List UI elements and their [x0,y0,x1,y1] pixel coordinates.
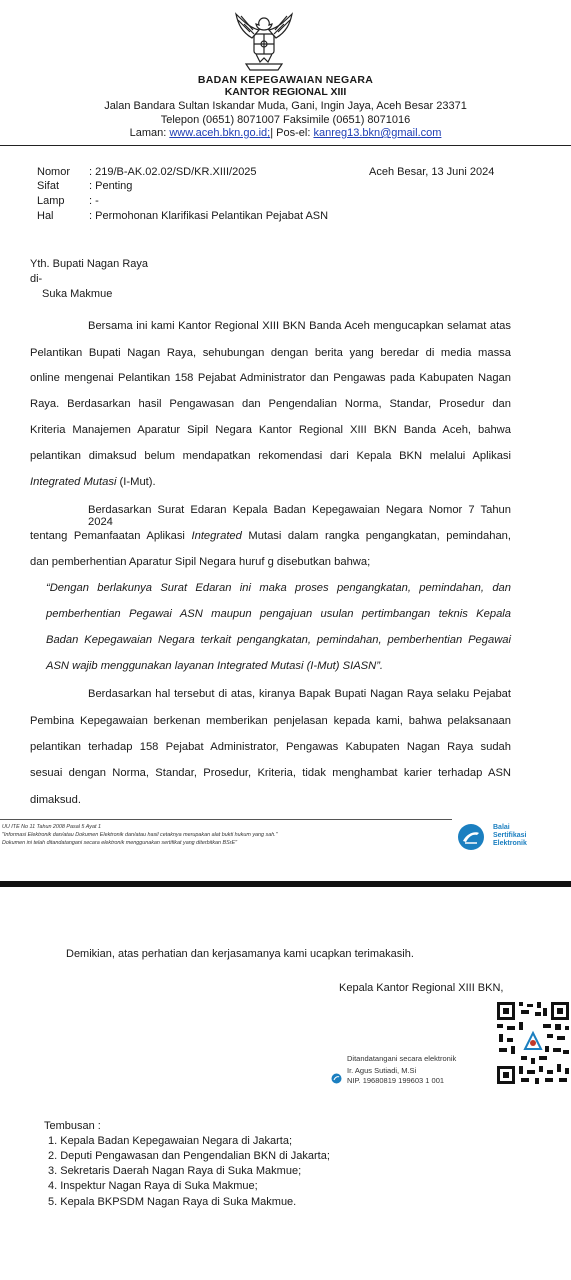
body-line: Bersama ini kami Kantor Regional XIII BKN Banda Aceh mengucapkan selamat atas [88,320,511,332]
letterhead-phone: Telepon (0651) 8071007 Faksimile (0651) 8071016 [160,114,411,126]
recipient-di: di- [30,273,43,285]
sifat-label: Sifat [37,180,60,192]
body-line: pelantikan dimaksud belum mendapatkan rekomendasi dari Kepala BKN melalui Aplikasi [30,450,511,462]
body-line: dan pemberhentian Aparatur Sipil Negara huruf g disebutkan bahwa; [30,556,371,568]
footer-signed-note: Dokumen ini telah ditandatangani secara elektronik menggunakan sertifikat yang diterbitkan BSrE" [2,840,238,846]
recipient-place: Suka Makmue [42,288,113,300]
signer-nip: NIP. 19680819 199603 1 001 [347,1076,445,1085]
letterhead-rule [0,145,571,146]
footer-law-quote: "Informasi Elektronik dan/atau Dokumen Elektronik dan/atau hasil cetaknya merupakan alat bukti hukum yang sah." [2,832,278,838]
sifat-value: : Penting [89,180,133,192]
letterhead-office: KANTOR REGIONAL XIII [224,86,347,98]
nomor-value: : 219/B-AK.02.02/SD/KR.XIII/2025 [89,166,257,178]
footer-law: UU ITE No 11 Tahun 2008 Pasal 5 Ayat 1 [2,824,101,830]
body-line: Kriteria Manajemen Aparatur Sipil Negara Kantor Regional XIII BKN Banda Aceh, bahwa [30,424,511,436]
body-line: Pelantikan Bupati Nagan Raya, sehubungan dengan berita yang beredar di media massa [30,347,511,359]
body-line: pelantikan terhadap 158 Pejabat Administrator, Pengawas Kabupaten Nagan Raya sudah [30,741,511,753]
cc-item: 2. Deputi Pengawasan dan Pengendalian BKN di Jakarta; [48,1150,330,1162]
cc-item: 4. Inspektur Nagan Raya di Suka Makmue; [48,1180,258,1192]
body-line: online mengenai Pelantikan 158 Pejabat Administrator dan Pengawas pada Kabupaten Nagan [30,372,511,384]
recipient-name: Yth. Bupati Nagan Raya [30,258,149,270]
cc-title: Tembusan : [44,1120,101,1132]
body-line: Berdasarkan Surat Edaran Kepala Badan Kepegawaian Negara Nomor 7 Tahun 2024 [88,504,511,528]
quote-line: pemberhentian Pegawai ASN maupun pengajuan usulan pertimbangan teknis Kepala [46,608,511,620]
letterhead-address: Jalan Bandara Sultan Iskandar Muda, Gani, Ingin Jaya, Aceh Besar 23371 [104,100,467,112]
garuda-emblem-icon [232,10,296,72]
lamp-label: Lamp [37,195,65,207]
signed-electronically: Ditandatangani secara elektronik [347,1054,457,1063]
body-line: Raya. Berdasarkan hasil Pengawasan dan Pengendalian Norma, Standar, Prosedur dan [30,398,511,410]
body-line: Berdasarkan hal tersebut di atas, kiranya Bapak Bupati Nagan Raya selaku Pejabat [88,688,511,700]
hal-label: Hal [37,210,54,222]
body-line: Pembina Kepegawaian berkenan memberikan penjelasan kepada kami, bahwa pelaksanaan [30,715,511,727]
letterhead-web: Laman: www.aceh.bkn.go.id;| Pos-el: kanreg13.bkn@gmail.com [129,127,442,139]
lamp-value: : - [89,195,99,207]
body-line: sesuai dengan Norma, Standar, Prosedur, Kriteria, tidak menghambat karier terhadap ASN [30,767,511,779]
nomor-label: Nomor [37,166,71,178]
body-line: tentang Pemanfaatan Aplikasi Integrated Mutasi dalam rangka pengangkatan, pemindahan, [30,530,511,542]
body-line: dimaksud. [30,794,81,806]
cc-item: 3. Sekretaris Daerah Nagan Raya di Suka Makmue; [48,1165,302,1177]
quote-line: ASN wajib menggunakan layanan Integrated Mutasi (I-Mut) SIASN”. [46,660,384,672]
body-line: Integrated Mutasi (I-Mut). [30,476,156,488]
cc-item: 5. Kepala BKPSDM Nagan Raya di Suka Makmue. [48,1196,297,1208]
page-break-band [0,881,571,887]
closing-text: Demikian, atas perhatian dan kerjasamanya kami ucapkan terimakasih. [66,948,414,960]
email-link[interactable]: kanreg13.bkn@gmail.com [313,127,442,139]
bsre-label: Balai Sertifikasi Elektronik [493,824,527,847]
bsre-small-logo-icon [331,1073,342,1084]
bsre-logo-icon [457,823,485,851]
cc-item: 1. Kepala Badan Kepegawaian Negara di Jakarta; [48,1135,293,1147]
letterhead-org: BADAN KEPEGAWAIAN NEGARA [197,74,374,86]
letter-date: Aceh Besar, 13 Juni 2024 [369,166,495,178]
quote-line: Badan Kepegawaian Negara terkait pengangkatan, pemindahan, pemberhentian Pegawai [46,634,511,646]
website-link[interactable]: www.aceh.bkn.go.id; [169,127,271,139]
signer-name: Ir. Agus Sutiadi, M.Si [347,1066,417,1075]
footer-rule [0,819,452,820]
hal-value: : Permohonan Klarifikasi Pelantikan Pejabat ASN [89,210,329,222]
signer-title: Kepala Kantor Regional XIII BKN, [339,982,504,994]
quote-line: “Dengan berlakunya Surat Edaran ini maka proses pengangkatan, pemindahan, dan [46,582,511,594]
qr-code-icon [495,1000,571,1086]
